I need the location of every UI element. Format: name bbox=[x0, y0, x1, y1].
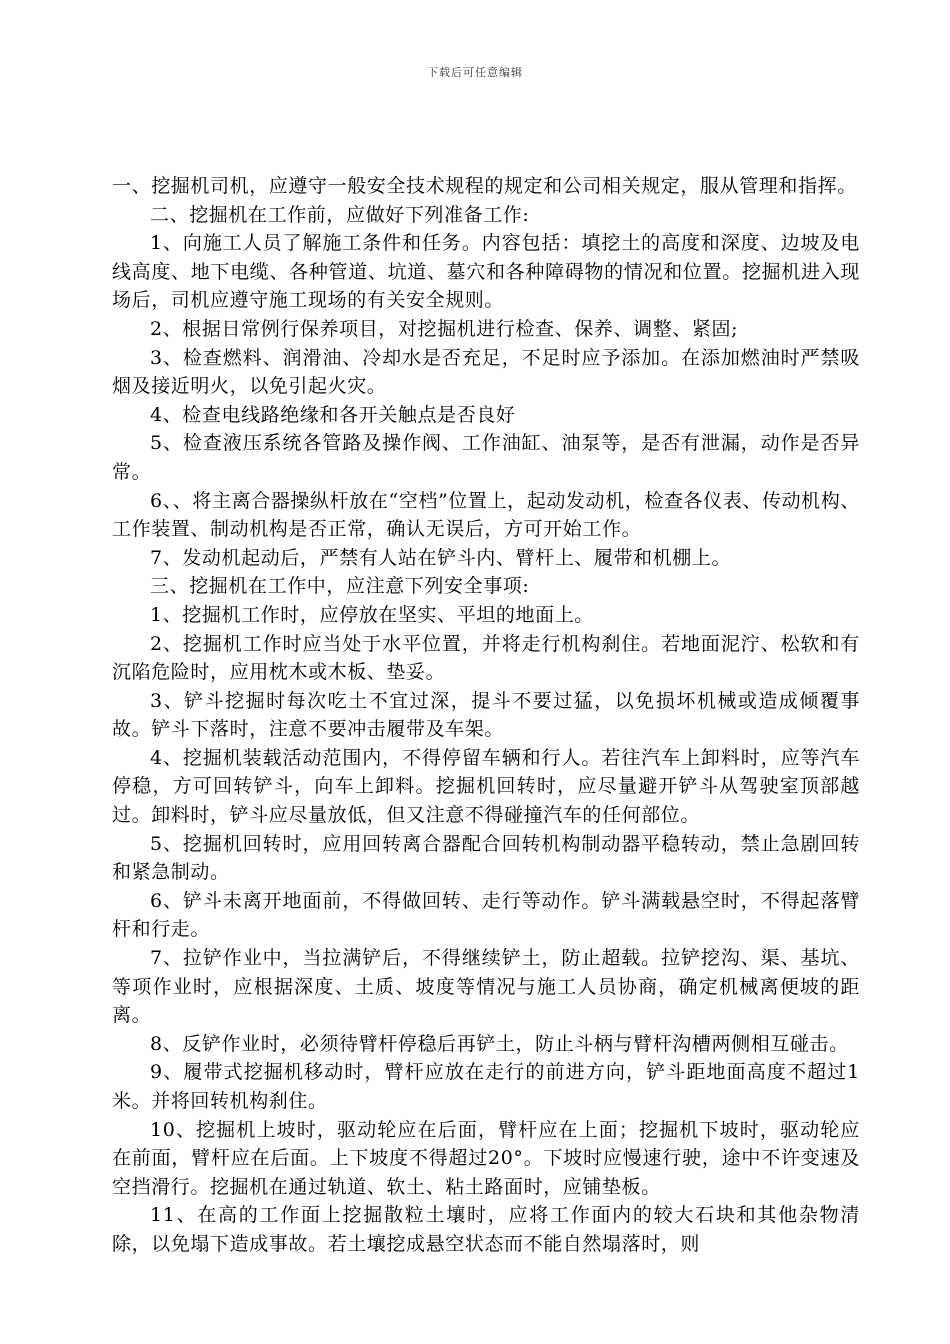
paragraph-work-item-10: 10、挖掘机上坡时，驱动轮应在后面，臂杆应在上面；挖掘机下坡时，驱动轮应在前面，臂杆应在后面。上下坡度不得超过20°。下坡时应慢速行驶，途中不许变速及空挡滑行。挖掘机在通过轨道、软土、粘土路面时，应铺垫板。 bbox=[112, 1118, 860, 1198]
page-header-note: 下载后可任意编辑 bbox=[427, 66, 523, 79]
paragraph-work-item-9: 9、履带式挖掘机移动时，臂杆应放在走行的前进方向，铲斗距地面高度不超过1米。并将回转机构刹住。 bbox=[112, 1061, 860, 1112]
paragraph-prep-item-4: 4、检查电线路绝缘和各开关触点是否良好 bbox=[150, 403, 516, 426]
paragraph-prep-item-3: 3、检查燃料、润滑油、冷却水是否充足，不足时应予添加。在添加燃油时严禁吸烟及接近明火，以免引起火灾。 bbox=[112, 346, 860, 398]
paragraph-work-item-8: 8、反铲作业时，必须待臂杆停稳后再铲土，防止斗柄与臂杆沟槽两侧相互碰击。 bbox=[150, 1032, 849, 1055]
paragraph-work-item-2: 2、挖掘机工作时应当处于水平位置，并将走行机构刹住。若地面泥泞、松软和有沉陷危险时，应用枕木或木板、垫妥。 bbox=[112, 632, 860, 684]
paragraph-section-2-heading: 二、挖掘机在工作前，应做好下列准备工作: bbox=[150, 203, 530, 226]
paragraph-prep-item-1: 1、向施工人员了解施工条件和任务。内容包括：填挖土的高度和深度、边坡及电线高度、地下电缆、各种管道、坑道、墓穴和各种障碍物的情况和位置。挖掘机进入现场后，司机应遵守施工现场的有关安全规则。 bbox=[112, 232, 860, 312]
paragraph-work-item-7: 7、拉铲作业中，当拉满铲后，不得继续铲土，防止超载。拉铲挖沟、渠、基坑、等项作业时，应根据深度、土质、坡度等情况与施工人员协商，确定机械离便坡的距离。 bbox=[112, 947, 860, 1027]
paragraph-work-item-4: 4、挖掘机装载活动范围内，不得停留车辆和行人。若往汽车上卸料时，应等汽车停稳，方可回转铲斗，向车上卸料。挖掘机回转时，应尽量避开铲斗从驾驶室顶部越过。卸料时，铲斗应尽量放低，但又注意不得碰撞汽车的任何部位。 bbox=[112, 746, 860, 827]
paragraph-work-item-1: 1、挖掘机工作时，应停放在坚实、平坦的地面上。 bbox=[150, 603, 594, 626]
paragraph-work-item-11: 11、在高的工作面上挖掘散粒土壤时，应将工作面内的较大石块和其他杂物清除，以免塌下造成事故。若土壤挖成悬空状态而不能自然塌落时，则 bbox=[112, 1204, 860, 1255]
paragraph-prep-item-7: 7、发动机起动后，严禁有人站在铲斗内、臂杆上、履带和机棚上。 bbox=[150, 546, 732, 569]
paragraph-section-3-heading: 三、挖掘机在工作中，应注意下列安全事项: bbox=[150, 575, 530, 598]
document-body bbox=[112, 172, 860, 1259]
paragraph-prep-item-6: 6、、将主离合器操纵杆放在“空档”位置上，起动发动机，检查各仪表、传动机构、工作装置、制动机构是否正常，确认无误后，方可开始工作。 bbox=[112, 489, 860, 541]
paragraph-prep-item-5: 5、检查液压系统各管路及操作阀、工作油缸、油泵等，是否有泄漏，动作是否异常。 bbox=[112, 432, 860, 483]
paragraph-work-item-5: 5、挖掘机回转时，应用回转离合器配合回转机构制动器平稳转动，禁止急剧回转和紧急制动。 bbox=[112, 832, 860, 884]
paragraph-work-item-3: 3、铲斗挖掘时每次吃土不宜过深，提斗不要过猛，以免损坏机械或造成倾覆事故。铲斗下落时，注意不要冲击履带及车架。 bbox=[112, 689, 860, 741]
paragraph-work-item-6: 6、铲斗未离开地面前，不得做回转、走行等动作。铲斗满载悬空时，不得起落臂杆和行走。 bbox=[112, 889, 860, 941]
paragraph-prep-item-2: 2、根据日常例行保养项目，对挖掘机进行检查、保养、调整、紧固; bbox=[150, 317, 739, 340]
paragraph-section-1: 一、挖掘机司机，应遵守一般安全技术规程的规定和公司相关规定，服从管理和指挥。 bbox=[112, 175, 857, 197]
